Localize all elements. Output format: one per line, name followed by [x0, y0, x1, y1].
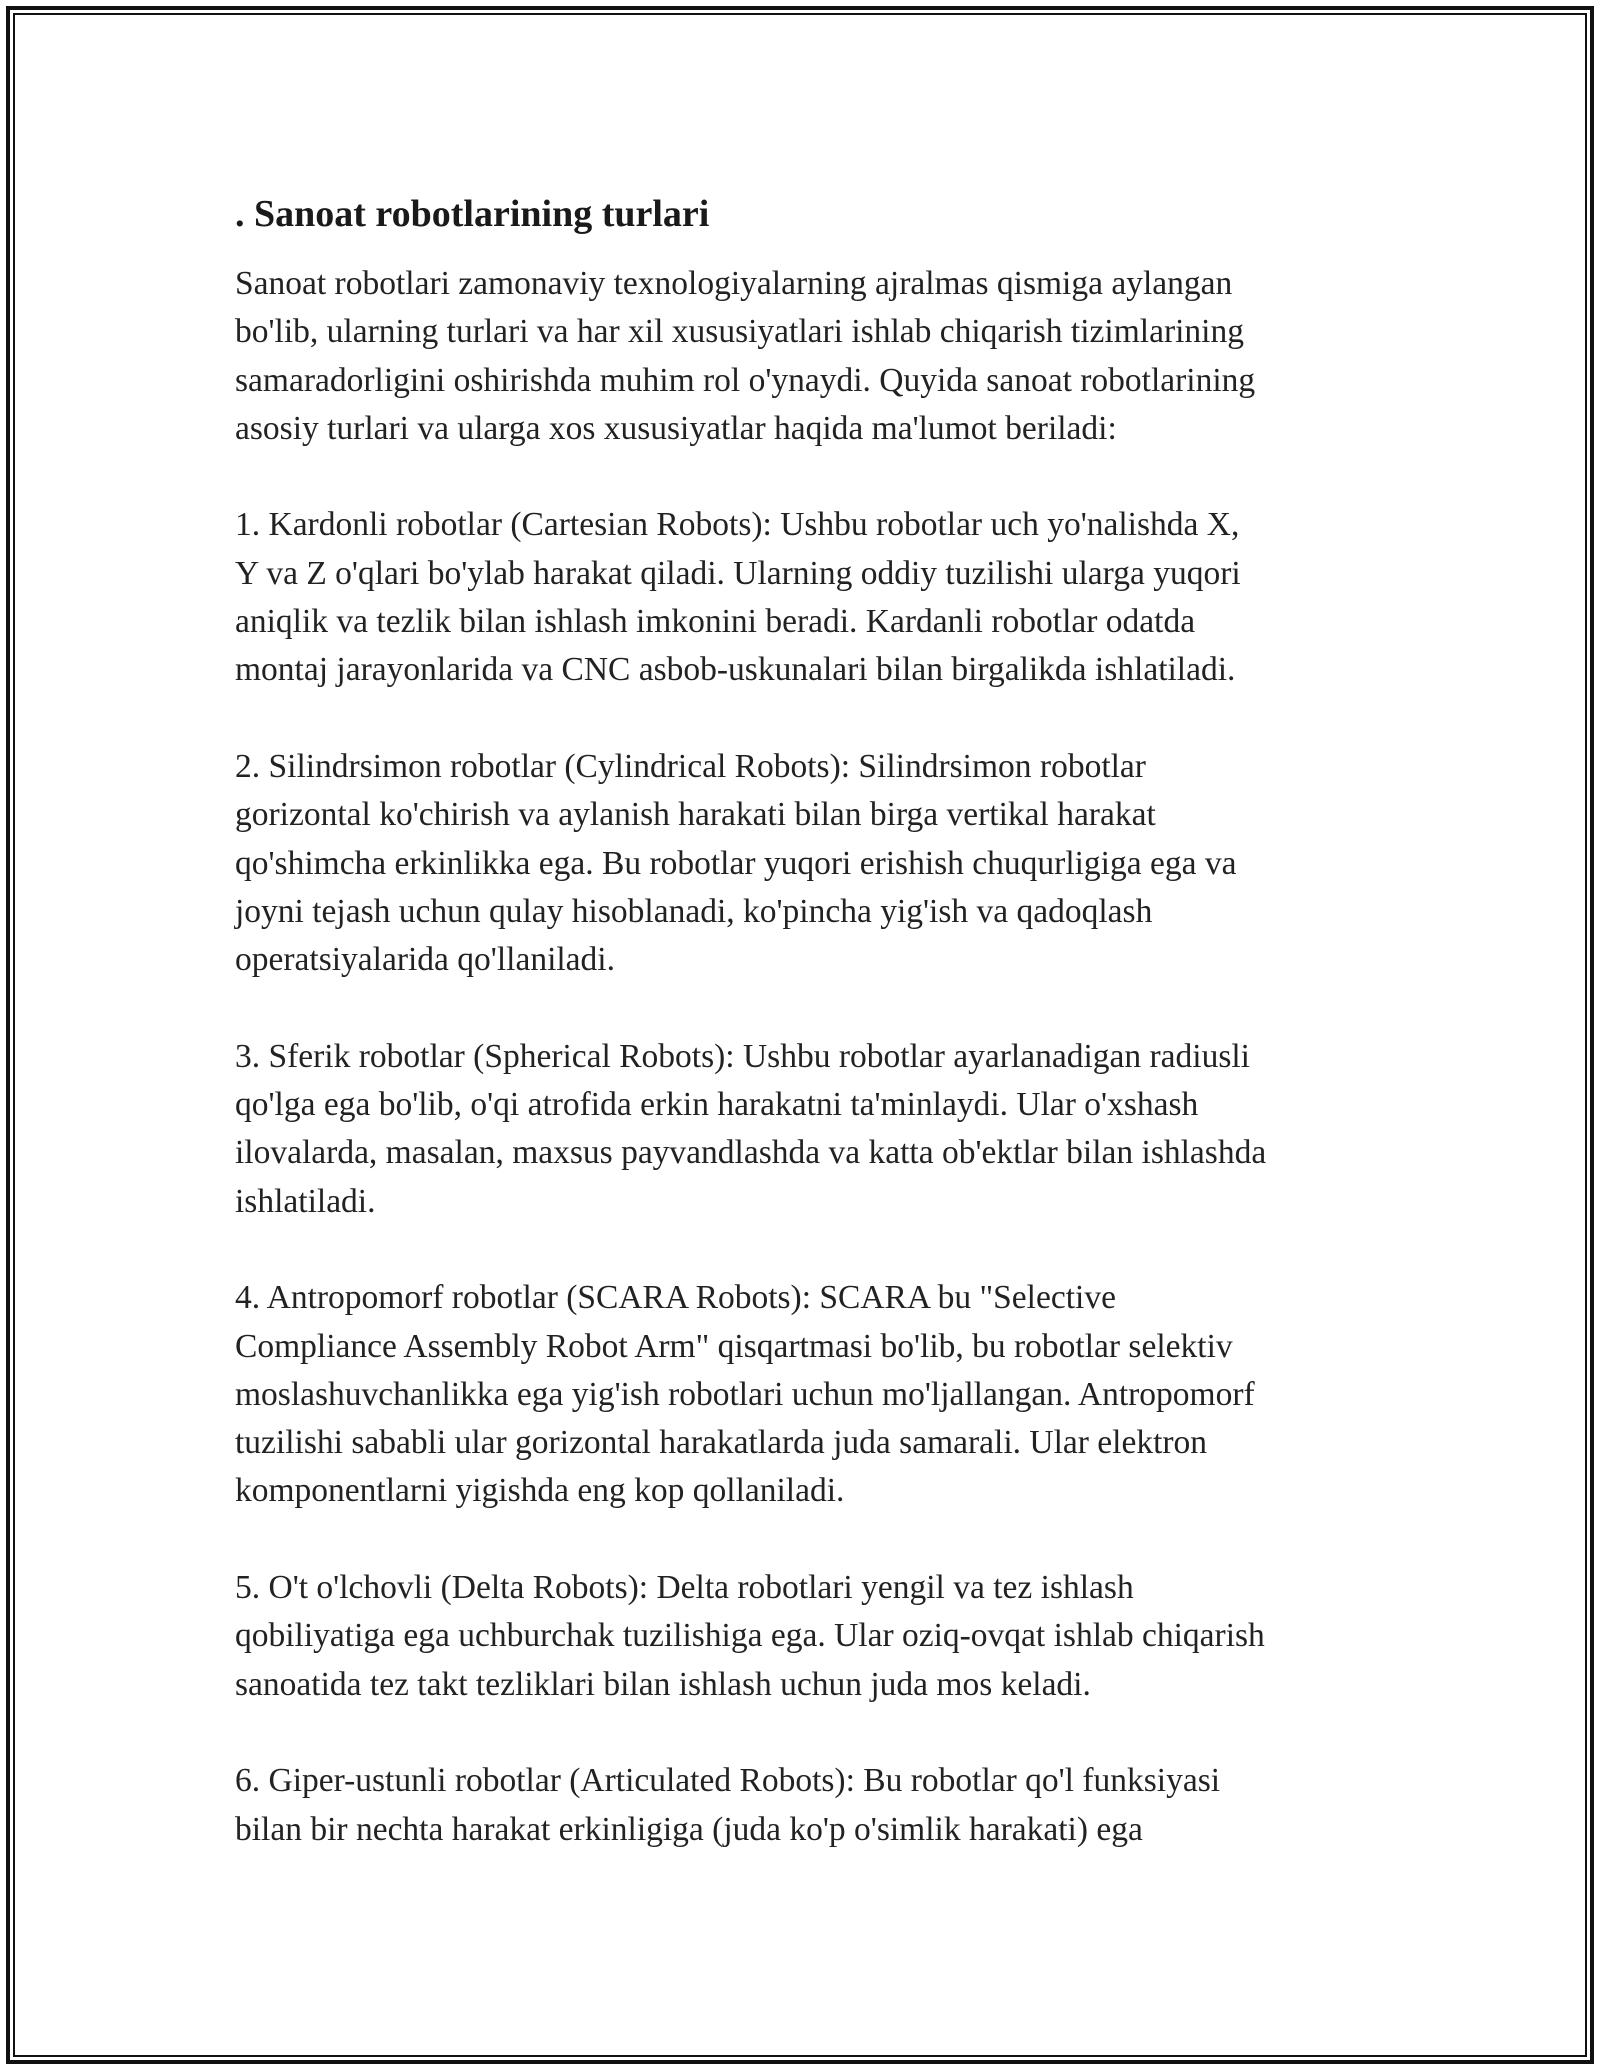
paragraph-cartesian-robots: 1. Kardonli robotlar (Cartesian Robots): Ushbu robotlar uch yo'nalishda X, Y va Z o'qlari bo'ylab harakat qiladi. Ularning oddiy tuzilishi ularga yuqori aniqlik va tezlik bilan ishlash imkonini beradi. Kardanli robotlar odatda montaj jarayonlarida va CNC asbob-uskunalari bilan birgalikda ishlatiladi. — [235, 506, 1241, 689]
document-title: . Sanoat robotlarining turlari — [235, 193, 710, 235]
paragraph-delta-robots: 5. O't o'lchovli (Delta Robots): Delta robotlari yengil va tez ishlash qobiliyatiga ega uchburchak tuzilishiga ega. Ular oziq-ovqat ishlab chiqarish sanoatida tez takt tezliklari bilan ishlash uchun juda mos keladi. — [235, 1569, 1265, 1703]
paragraph-articulated-robots: 6. Giper-ustunli robotlar (Articulated Robots): Bu robotlar qo'l funksiyasi bilan bir nechta harakat erkinligiga (juda ko'p o'simlik harakati) ega — [235, 1762, 1221, 1848]
paragraph-spherical-robots: 3. Sferik robotlar (Spherical Robots): Ushbu robotlar ayarlanadigan radiusli qo'lga ega bo'lib, o'qi atrofida erkin harakatni ta'minlaydi. Ular o'xshash ilovalarda, masalan, maxsus payvandlashda va katta ob'ektlar bilan ishlashda ishlatiladi. — [235, 1037, 1267, 1220]
intro-paragraph: Sanoat robotlari zamonaviy texnologiyalarning ajralmas qismiga aylangan bo'lib, ularning turlari va har xil xususiyatlari ishlab chiqarish tizimlarining samaradorligini oshirishda muhim rol o'ynaydi. Quyida sanoat robotlarining asosiy turlari va ularga xos xususiyatlar haqida ma'lumot beriladi: — [235, 265, 1256, 447]
document-body — [235, 186, 1375, 1902]
paragraph-cylindrical-robots: 2. Silindrsimon robotlar (Cylindrical Robots): Silindrsimon robotlar gorizontal ko'chirish va aylanish harakati bilan birga vertikal harakat qo'shimcha erkinlikka ega. Bu robotlar yuqori erishish chuqurligiga ega va joyni tejash uchun qulay hisoblanadi, ko'pincha yig'ish va qadoqlash operatsiyalarida qo'llaniladi. — [235, 747, 1237, 979]
paragraph-scara-robots: 4. Antropomorf robotlar (SCARA Robots): SCARA bu "Selective Compliance Assembly Robot Arm" qisqartmasi bo'lib, bu robotlar selektiv moslashuvchanlikka ega yig'ish robotlari uchun mo'ljallangan. Antropomorf tuzilishi sababli ular gorizontal harakatlarda juda samarali. Ular elektron komponentlarni yigishda eng kop qollaniladi. — [235, 1279, 1255, 1510]
